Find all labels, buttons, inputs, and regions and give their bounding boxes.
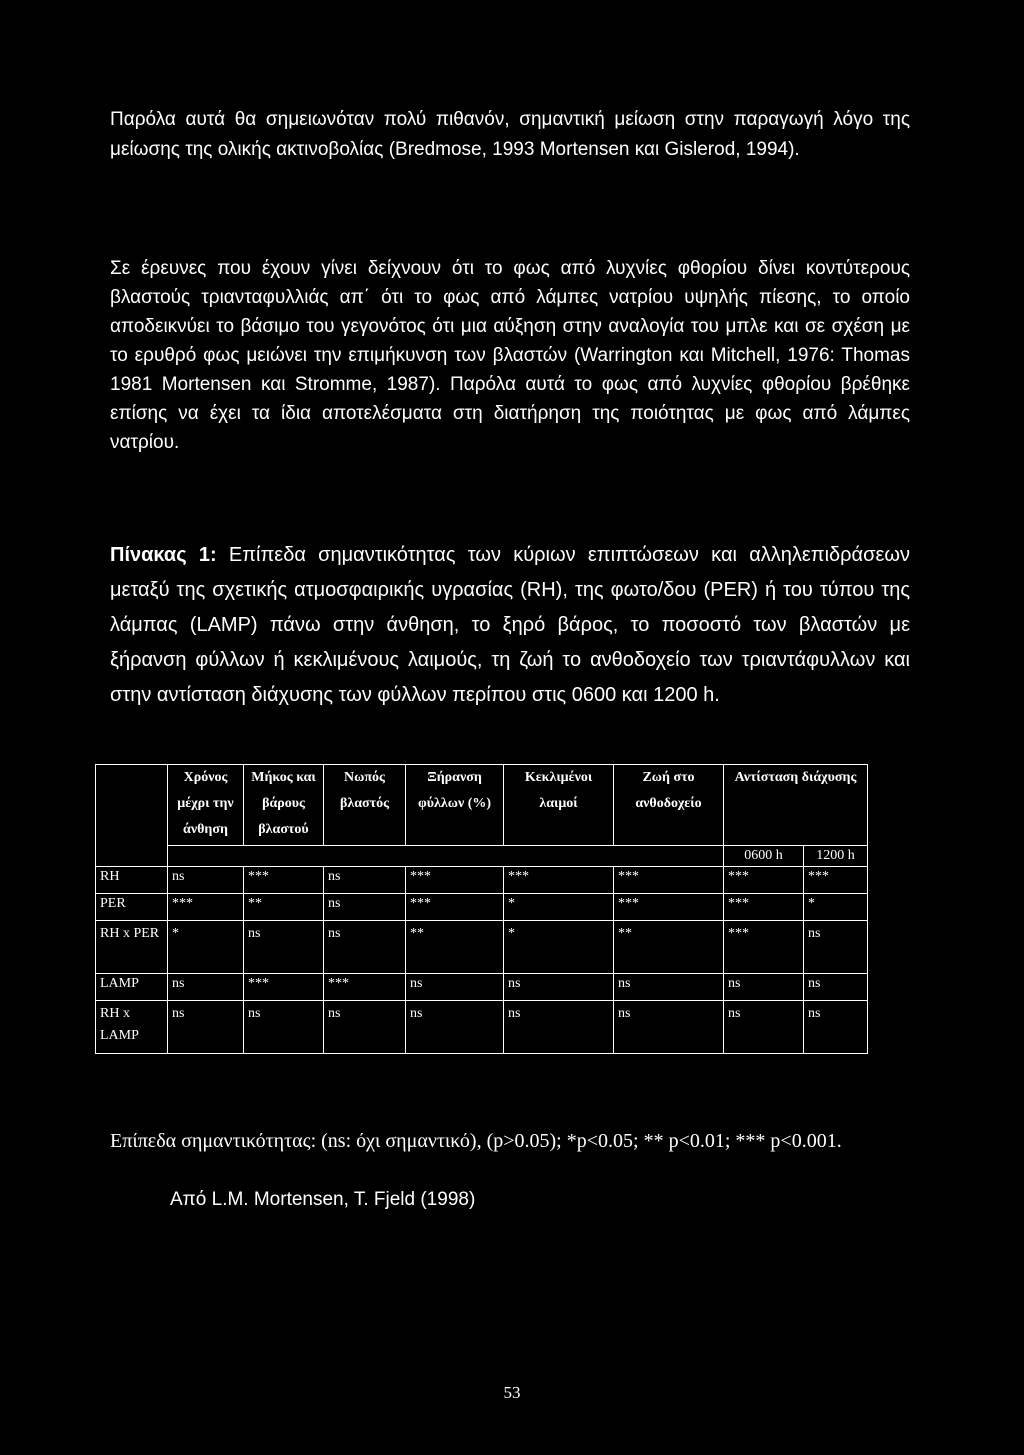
table-cell: ns xyxy=(614,1001,724,1054)
table-cell: *** xyxy=(244,974,324,1001)
table-cell: *** xyxy=(724,867,804,894)
subheader-1200: 1200 h xyxy=(804,846,868,867)
table-cell: *** xyxy=(168,894,244,921)
table-cell: *** xyxy=(804,867,868,894)
table-corner-cell xyxy=(96,765,168,867)
table-row xyxy=(96,894,868,921)
header-stem-length-weight: Μήκος και βάρους βλαστού xyxy=(244,765,324,846)
table-cell: ns xyxy=(244,1001,324,1054)
table-cell: *** xyxy=(614,867,724,894)
table-caption-label: Πίνακας 1: xyxy=(110,544,217,566)
table-cell: ns xyxy=(614,974,724,1001)
table-body xyxy=(96,867,868,1054)
table-row xyxy=(96,974,868,1001)
table-cell: *** xyxy=(406,894,504,921)
table-cell: ns xyxy=(168,974,244,1001)
table-cell: ns xyxy=(324,1001,406,1054)
page-number: 53 xyxy=(503,1383,521,1402)
table-cell: ns xyxy=(724,1001,804,1054)
table-caption xyxy=(110,538,910,713)
table-row xyxy=(96,867,868,894)
table-cell: ns xyxy=(168,1001,244,1054)
header-vase-life: Ζωή στο ανθοδοχείο xyxy=(614,765,724,846)
table-cell: ns xyxy=(406,1001,504,1054)
table-cell: ns xyxy=(724,974,804,1001)
table-cell: ns xyxy=(168,867,244,894)
table-cell: ns xyxy=(324,921,406,974)
table-cell: * xyxy=(804,894,868,921)
table-caption-text: Επίπεδα σημαντικότητας των κύριων επιπτώσεων και αλληλεπιδράσεων μεταξύ της σχετικής ατμοσφαιρικής υγρασίας (RH), της φωτο/δου (PER) ή του τύπου της λάμπας (LAMP) πάνω στην άνθηση, το ξηρό βάρος, το ποσοστό των βλαστών με ξήρανση φύλλων ή κεκλιμένους λαιμούς, τη ζωή το ανθοδοχείο των τριαντάφυλλων και στην αντίσταση διάχυσης των φύλλων περίπου στις 0600 και 1200 h. xyxy=(110,544,910,706)
header-bent-necks: Κεκλιμένοι λαιμοί xyxy=(504,765,614,846)
table-cell: *** xyxy=(406,867,504,894)
table-cell: ns xyxy=(406,974,504,1001)
table-cell: *** xyxy=(504,867,614,894)
table-cell: * xyxy=(504,921,614,974)
table-cell: *** xyxy=(724,894,804,921)
table-cell: ns xyxy=(804,921,868,974)
header-time-to-flowering: Χρόνος μέχρι την άνθηση xyxy=(168,765,244,846)
row-label: RH xyxy=(96,867,168,894)
table-cell: *** xyxy=(244,867,324,894)
subheader-spacer xyxy=(168,846,724,867)
table-cell: ns xyxy=(324,867,406,894)
body-paragraph-1: Παρόλα αυτά θα σημειωνόταν πολύ πιθανόν, σημαντική μείωση στην παραγωγή λόγο της μείωσης της ολικής ακτινοβολίας (Bredmose, 1993 Mortensen και Gislerod, 1994). xyxy=(110,109,910,160)
table-cell: * xyxy=(504,894,614,921)
table-row xyxy=(96,1001,868,1054)
table-cell: ns xyxy=(504,974,614,1001)
table-cell: * xyxy=(168,921,244,974)
row-label: PER xyxy=(96,894,168,921)
table-cell: ** xyxy=(614,921,724,974)
table-cell: *** xyxy=(614,894,724,921)
table-cell: ns xyxy=(804,974,868,1001)
table-cell: ns xyxy=(504,1001,614,1054)
table-cell: ns xyxy=(244,921,324,974)
header-diffusion-resistance: Αντίσταση διάχυσης xyxy=(724,765,868,846)
table-cell: ** xyxy=(244,894,324,921)
table-subheader-row xyxy=(96,846,868,867)
row-label: RH x PER xyxy=(96,921,168,974)
row-label: RH x LAMP xyxy=(96,1001,168,1054)
row-label: LAMP xyxy=(96,974,168,1001)
table-cell: ns xyxy=(804,1001,868,1054)
source-citation: Από L.M. Mortensen, T. Fjeld (1998) xyxy=(170,1189,476,1210)
significance-notes: Επίπεδα σημαντικότητας: (ns: όχι σημαντικό), (p>0.05); *p<0.05; ** p<0.01; *** p<0.001. xyxy=(110,1130,842,1152)
table-cell: ** xyxy=(406,921,504,974)
header-fresh-stem: Νωπός βλαστός xyxy=(324,765,406,846)
significance-table xyxy=(95,764,868,1054)
table-cell: *** xyxy=(324,974,406,1001)
table-header-row xyxy=(96,765,868,846)
table-cell: ns xyxy=(324,894,406,921)
body-paragraph-2: Σε έρευνες που έχουν γίνει δείχνουν ότι το φως από λυχνίες φθορίου δίνει κοντύτερους βλαστούς τριανταφυλλιάς απ΄ ότι το φως από λάμπες νατρίου υψηλής πίεσης, το οποίο αποδεικνύει το βάσιμο του γεγονότος ότι μια αύξηση στην αναλογία του μπλε και σε σχέση με το ερυθρό φως μειώνει την επιμήκυνση των βλαστών (Warrington και Mitchell, 1976: Thomas 1981 Mortensen και Stromme, 1987). Παρόλα αυτά το φως από λυχνίες φθορίου βρέθηκε επίσης να έχει τα ίδια αποτελέσματα στη διατήρηση της ποιότητας με φως από λάμπες νατρίου. xyxy=(110,258,910,453)
table-row xyxy=(96,921,868,974)
table-cell: *** xyxy=(724,921,804,974)
header-leaf-drying: Ξήρανση φύλλων (%) xyxy=(406,765,504,846)
subheader-0600: 0600 h xyxy=(724,846,804,867)
